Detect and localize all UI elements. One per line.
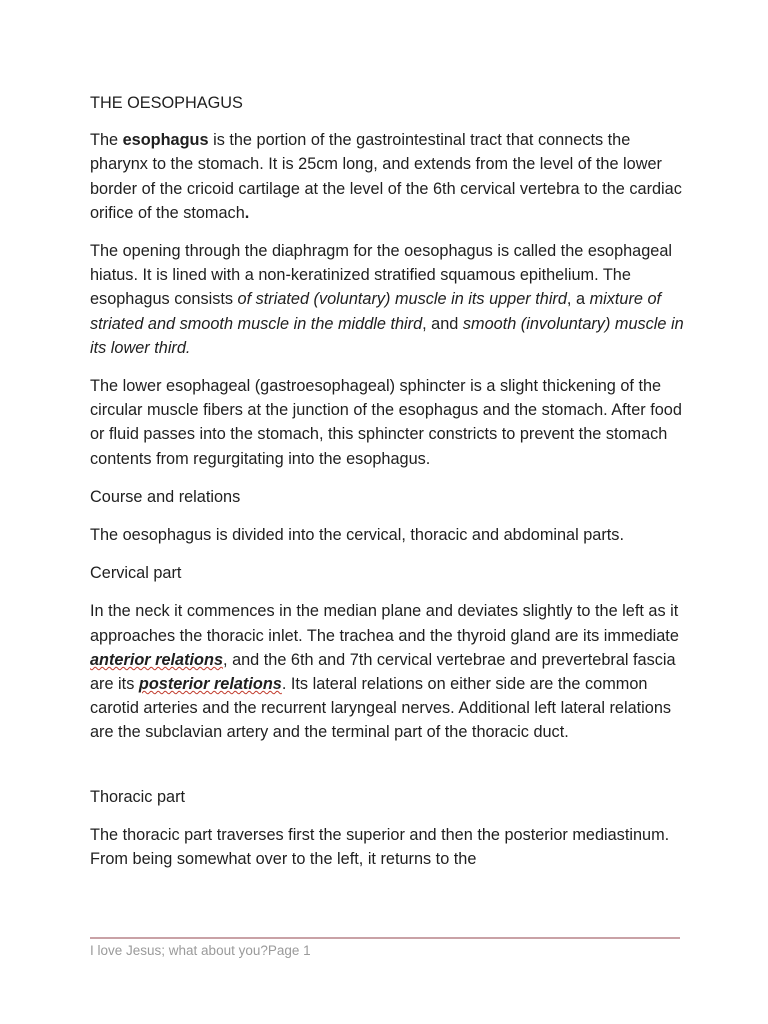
heading-course-relations: Course and relations: [90, 487, 241, 506]
paragraph-intro: The esophagus is the portion of the gastrointestinal tract that connects the pharynx to the stomach. It is 25cm long, and extends from the level of the lower border of the cricoid cartilage at the level of the 6th cervical vertebra to the cardiac orifice of the stomach.: [90, 131, 682, 222]
italic-upper-third: of striated (voluntary) muscle in its upper third: [237, 290, 567, 309]
document-body: [90, 91, 686, 885]
term-anterior-relations: anterior relations: [90, 650, 224, 669]
paragraph-muscle: The opening through the diaphragm for the oesophagus is called the esophageal hiatus. It is lined with a non-keratinized stratified squamous epithelium. The esophagus consists of striated (voluntary) muscle in its upper third, a mixture of striated and smooth muscle in the middle third, and smooth (involuntary) muscle in its lower third.: [90, 242, 684, 357]
paragraph-cervical: In the neck it commences in the median plane and deviates slightly to the left as it approaches the thoracic inlet. The trachea and the thyroid gland are its immediate anterior relations, and the 6th and 7th cervical vertebrae and prevertebral fascia are its posterior relations. Its lateral relations on either side are the common carotid arteries and the recurrent laryngeal nerves. Additional left lateral relations are the subclavian artery and the terminal part of the thoracic duct.: [90, 602, 679, 742]
page-footer: I love Jesus; what about you?Page 1: [90, 943, 311, 958]
heading-cervical-part: Cervical part: [90, 564, 182, 583]
italic-lower-third: smooth (involuntary) muscle in its lower third.: [90, 314, 684, 357]
paragraph-sphincter: The lower esophageal (gastroesophageal) sphincter is a slight thickening of the circular muscle fibers at the junction of the esophagus and the stomach. After food or fluid passes into the stomach, this sphincter constricts to prevent the stomach contents from regurgitating into the esophagus.: [90, 377, 682, 468]
term-posterior-relations: posterior relations: [138, 675, 282, 694]
paragraph-divisions: The oesophagus is divided into the cervical, thoracic and abdominal parts.: [90, 526, 624, 545]
paragraph-thoracic: The thoracic part traverses first the superior and then the posterior mediastinum. From being somewhat over to the left, it returns to the: [90, 825, 670, 869]
blank-line: [90, 759, 686, 785]
heading-thoracic-part: Thoracic part: [90, 787, 186, 806]
document-title: THE OESOPHAGUS: [90, 94, 243, 112]
footer-divider: [90, 937, 680, 939]
italic-middle-third: mixture of striated and smooth muscle in the middle third: [90, 290, 662, 333]
term-esophagus: esophagus: [122, 131, 209, 150]
